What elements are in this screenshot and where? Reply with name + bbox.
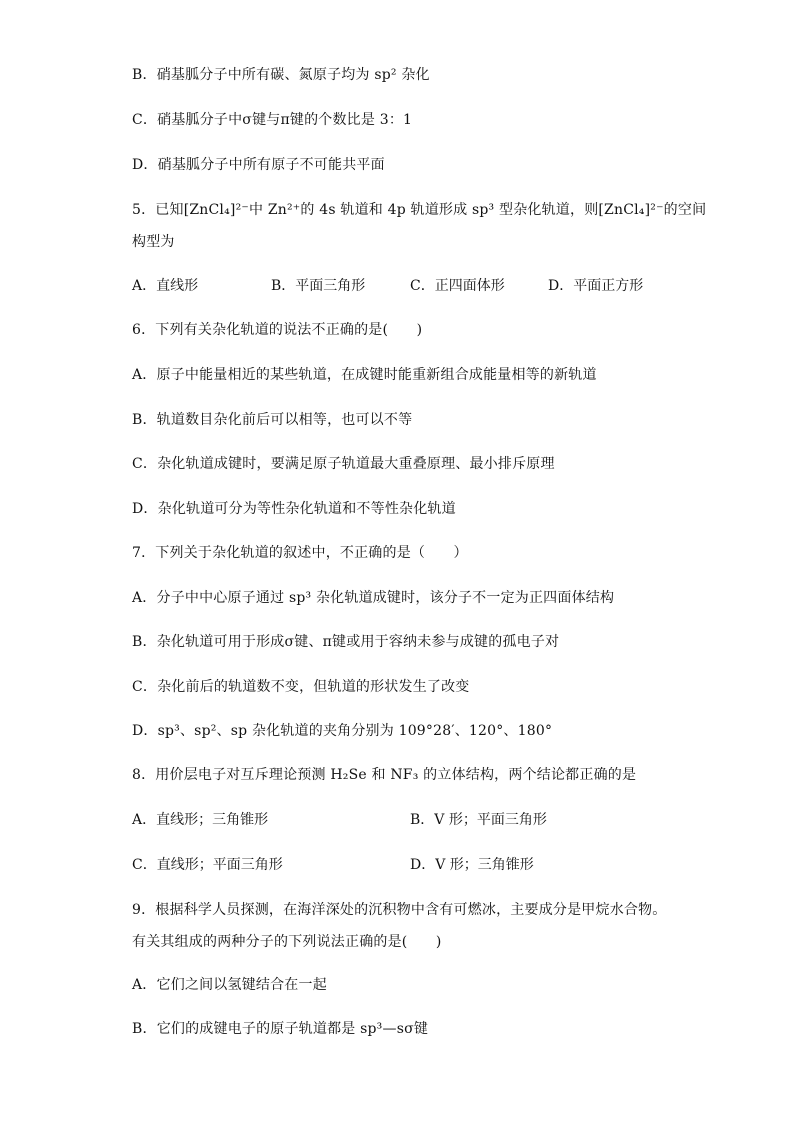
q8-option-b: B．V 形；平面三角形 (410, 812, 547, 828)
q4-option-d: D．硝基胍分子中所有原子不可能共平面 (132, 157, 385, 173)
q6-option-b: B．轨道数目杂化前后可以相等，也可以不等 (132, 412, 413, 428)
q7-option-b: B．杂化轨道可用于形成σ键、π键或用于容纳未参与成键的孤电子对 (132, 634, 560, 650)
q8-stem: 8．用价层电子对互斥理论预测 H₂Se 和 NF₃ 的立体结构，两个结论都正确的是 (132, 767, 637, 783)
q9-option-b: B．它们的成键电子的原子轨道都是 sp³—sσ键 (132, 1021, 429, 1037)
q8-option-d: D．V 形；三角锥形 (410, 857, 534, 873)
q7-stem: 7．下列关于杂化轨道的叙述中，不正确的是（ ） (132, 545, 468, 561)
q6-stem: 6．下列有关杂化轨道的说法不正确的是( ) (132, 322, 423, 338)
q8-option-c: C．直线形；平面三角形 (132, 857, 283, 873)
q7-option-a: A．分子中中心原子通过 sp³ 杂化轨道成键时，该分子不一定为正四面体结构 (132, 590, 615, 606)
q6-option-c: C．杂化轨道成键时，要满足原子轨道最大重叠原理、最小排斥原理 (132, 456, 555, 472)
q9-stem-line2: 有关其组成的两种分子的下列说法正确的是( ) (132, 934, 442, 950)
q8-option-a: A．直线形；三角锥形 (132, 812, 269, 828)
q6-option-d: D．杂化轨道可分为等性杂化轨道和不等性杂化轨道 (132, 501, 456, 517)
q7-option-c: C．杂化前后的轨道数不变，但轨道的形状发生了改变 (132, 679, 470, 695)
q7-option-d: D．sp³、sp²、sp 杂化轨道的夹角分别为 109°28′、120°、180° (132, 723, 553, 739)
q5-stem-line2: 构型为 (132, 234, 175, 250)
q5-option-d: D．平面正方形 (548, 278, 644, 294)
q5-option-c: C．正四面体形 (410, 278, 505, 294)
q9-stem-line1: 9．根据科学人员探测，在海洋深处的沉积物中含有可燃冰，主要成分是甲烷水合物。 (132, 902, 667, 918)
q9-option-a: A．它们之间以氢键结合在一起 (132, 977, 327, 993)
q4-option-c: C．硝基胍分子中σ键与π键的个数比是 3：1 (132, 112, 413, 128)
q5-option-b: B．平面三角形 (271, 278, 366, 294)
q6-option-a: A．原子中能量相近的某些轨道，在成键时能重新组合成能量相等的新轨道 (132, 367, 597, 383)
q5-stem-line1: 5．已知[ZnCl₄]²⁻中 Zn²⁺的 4s 轨道和 4p 轨道形成 sp³ 型杂化轨道，则[ZnCl₄]²⁻的空间 (132, 202, 707, 218)
q4-option-b: B．硝基胍分子中所有碳、氮原子均为 sp² 杂化 (132, 67, 430, 83)
q5-option-a: A．直线形 (132, 278, 199, 294)
